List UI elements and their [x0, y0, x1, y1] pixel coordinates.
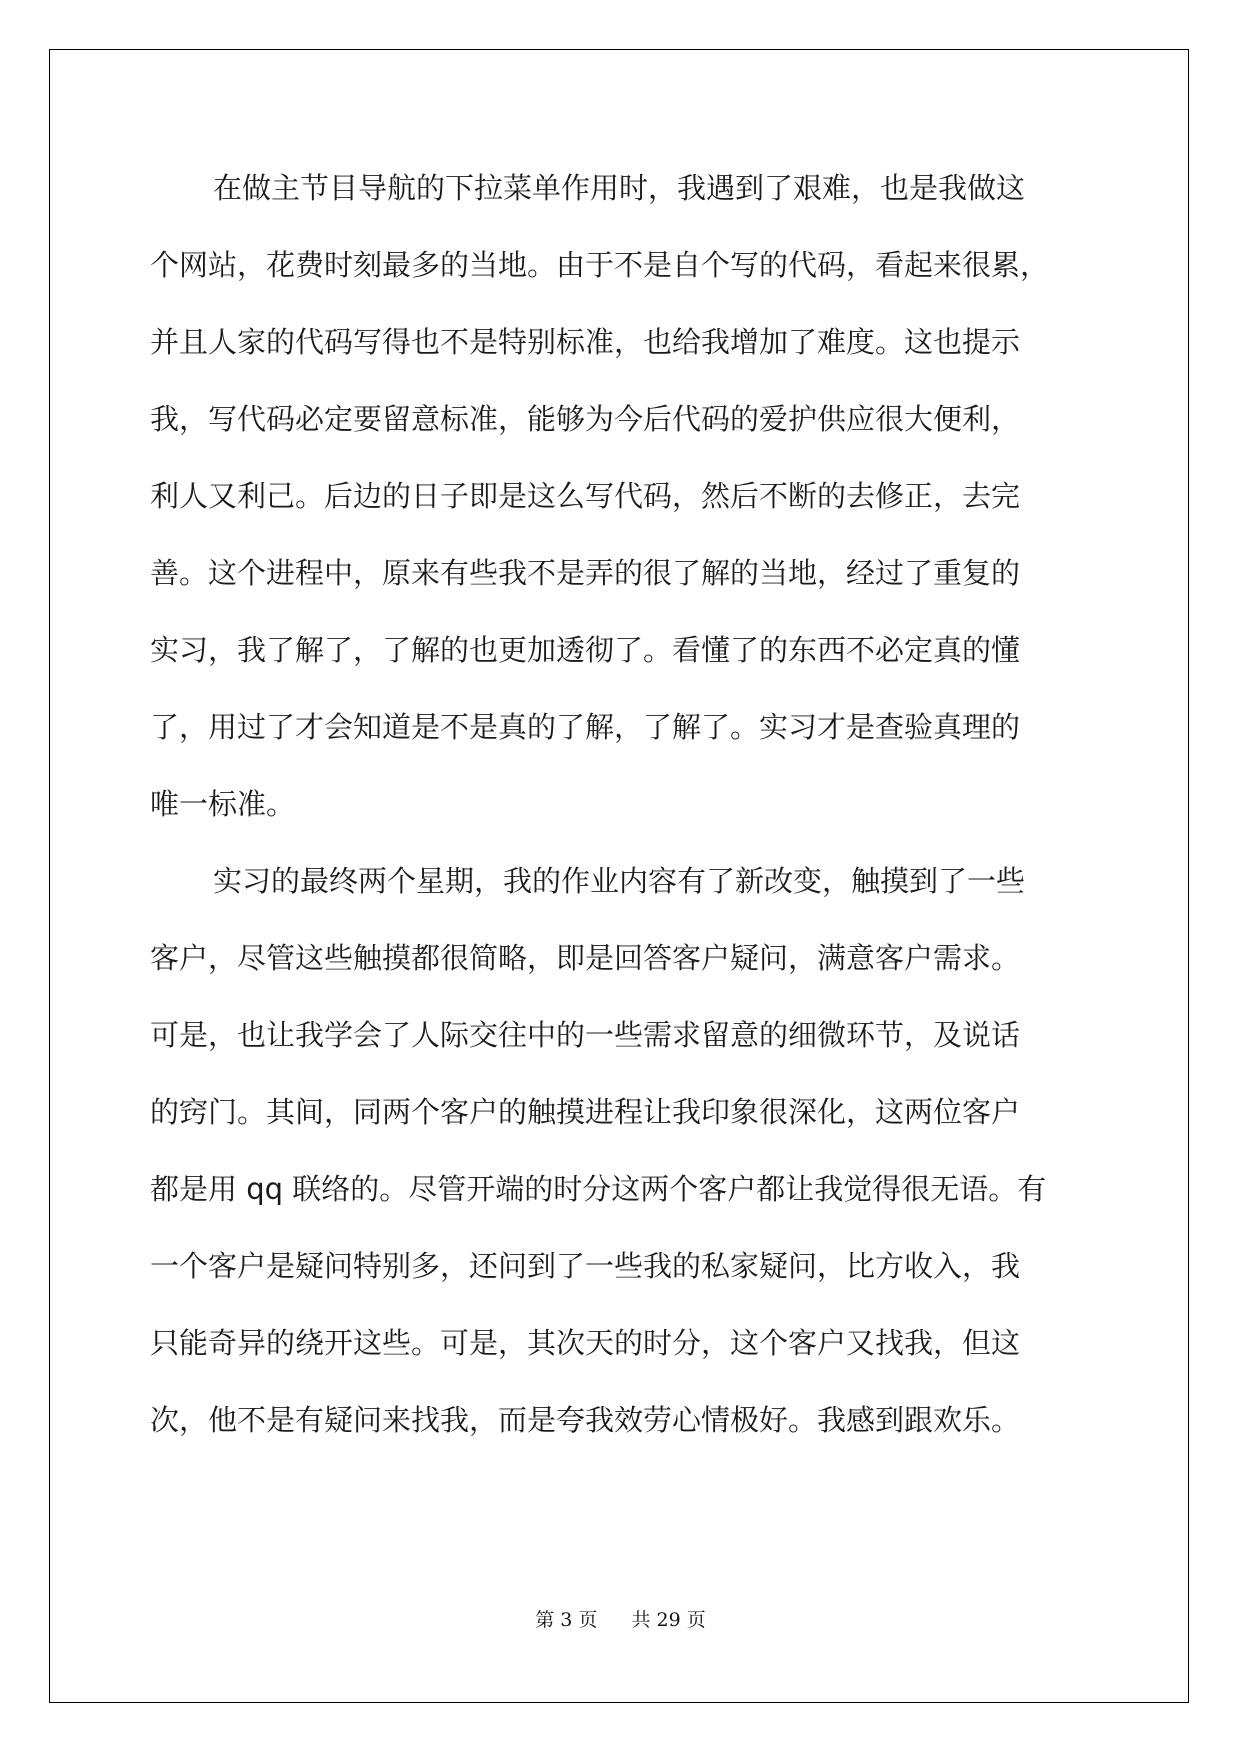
text-line: 客户，尽管这些触摸都很简略，即是回答客户疑问，满意客户需求。 — [150, 941, 1021, 975]
page-number-total: 共 29 页 — [631, 1609, 706, 1631]
text-line: 利人又利己。后边的日子即是这么写代码，然后不断的去修正，去完 — [150, 479, 1021, 513]
text-line: 实习的最终两个星期，我的作业内容有了新改变，触摸到了一些 — [213, 864, 1026, 898]
text-line: 在做主节目导航的下拉菜单作用时，我遇到了艰难，也是我做这 — [213, 171, 1026, 205]
text-line: 我，写代码必定要留意标准，能够为今后代码的爱护供应很大便利， — [150, 402, 1021, 436]
text-line: 的窍门。其间，同两个客户的触摸进程让我印象很深化，这两位客户 — [150, 1095, 1021, 1129]
text-line: 个网站，花费时刻最多的当地。由于不是自个写的代码，看起来很累， — [150, 248, 1050, 282]
text-line: 只能奇异的绕开这些。可是，其次天的时分，这个客户又找我，但这 — [150, 1326, 1021, 1360]
text-line: 唯一标准。 — [150, 787, 296, 821]
text-line: 善。这个进程中，原来有些我不是弄的很了解的当地，经过了重复的 — [150, 556, 1021, 590]
text-line: 了，用过了才会知道是不是真的了解，了解了。实习才是查验真理的 — [150, 710, 1021, 744]
text-line: 实习，我了解了，了解的也更加透彻了。看懂了的东西不必定真的懂 — [150, 633, 1021, 667]
text-line: 都是用 qq 联络的。尽管开端的时分这两个客户都让我觉得很无语。有 — [150, 1172, 1047, 1206]
text-line: 一个客户是疑问特别多，还问到了一些我的私家疑问，比方收入，我 — [150, 1249, 1021, 1283]
paragraph-1 — [150, 150, 1100, 843]
paragraph-2 — [150, 843, 1100, 1459]
text-line: 并且人家的代码写得也不是特别标准，也给我增加了难度。这也提示 — [150, 325, 1021, 359]
text-line: 次，他不是有疑问来找我，而是夸我效劳心情极好。我感到跟欢乐。 — [150, 1403, 1021, 1437]
page-footer — [0, 1605, 1241, 1632]
document-body — [150, 150, 1100, 1459]
page-number-current: 第 3 页 — [535, 1609, 598, 1631]
text-line: 可是，也让我学会了人际交往中的一些需求留意的细微环节，及说话 — [150, 1018, 1021, 1052]
